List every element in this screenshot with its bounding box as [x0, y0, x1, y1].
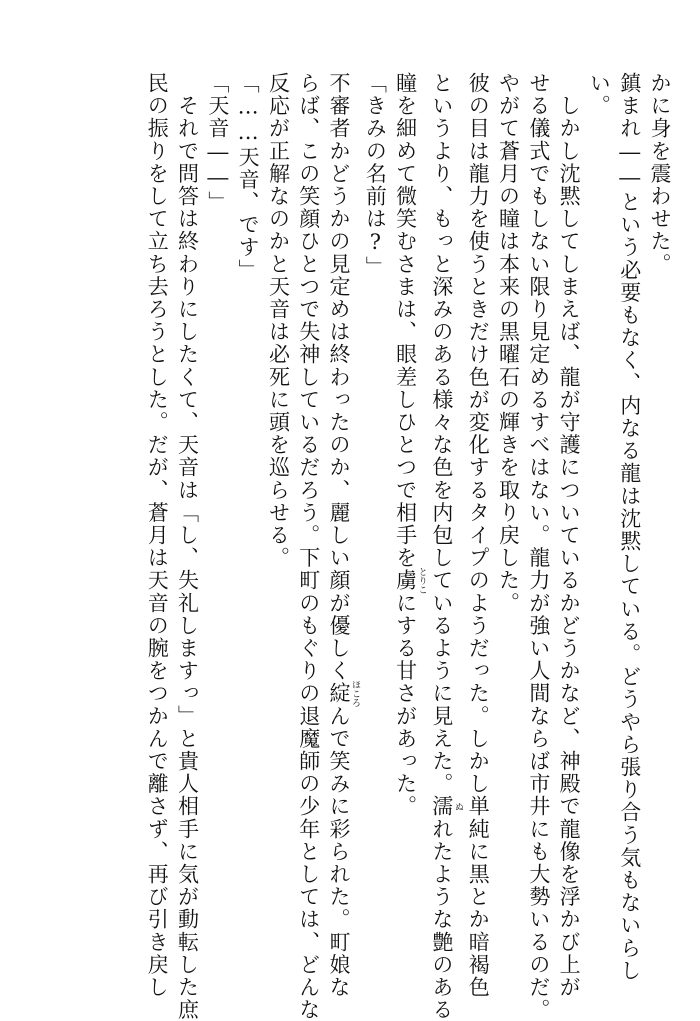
text-line: らば、この笑顔ひとつで失神しているだろう。下町のもぐりの退魔師の少年としては、どんな — [296, 72, 321, 1021]
text-line: い。 — [587, 72, 612, 118]
text-line: 反応が正解なのかと天音は必死に頭を巡らせる。 — [266, 72, 291, 570]
ruby-base: 虜 — [393, 567, 418, 594]
text-line: 「……天音、です」 — [236, 72, 261, 282]
ruby-toriko — [393, 567, 427, 595]
text-segment: 不審者かどうかの見定めは終わったのか、麗しい顔が優しく — [327, 72, 352, 683]
text-line — [427, 72, 463, 1021]
text-line: それで問答は終わりにしたくて、天音は「し、失礼しますっ」と貴人相手に気が動転した庶 — [175, 72, 200, 1021]
text-line — [324, 72, 361, 999]
text-segment: 瞳を細めて微笑むさまは、眼差しひとつで相手を — [393, 72, 418, 570]
text-line: 「きみの名前は?」 — [363, 72, 388, 279]
ruby-reading: とりこ — [416, 567, 427, 595]
ruby-hokoro — [327, 680, 361, 708]
text-line: しかし沈黙してしまえば、龍が守護についているかどうかなど、神殿で龍像を浮かび上が — [557, 72, 582, 999]
text-segment: にする甘さがあった。 — [393, 591, 418, 818]
text-segment: んで笑みに彩られた。町娘な — [327, 704, 352, 999]
text-line — [390, 72, 426, 972]
ruby-reading: ぬ — [452, 795, 463, 818]
text-segment: というより、もっと深みのある様々な色を内包しているように見えた。 — [429, 72, 454, 796]
text-line: 鎮まれ――という必要もなく、内なる龍は沈黙している。どうやら張り合う気もないらし — [617, 72, 642, 982]
text-line: 彼の目は龍力を使うときだけ色が変化するタイプのようだった。しかし単純に黒とか暗褐色 — [466, 72, 491, 999]
ruby-reading: ほころ — [350, 680, 361, 708]
text-line: せる儀式でもしない限り見定めるすべはない。龍力が強い人間ならば市井にも大勢いるのだ。 — [526, 72, 551, 1021]
ruby-base: 綻 — [327, 680, 352, 707]
text-segment: れたような艶のある — [429, 817, 454, 1021]
text-line: 「天音――」 — [205, 72, 230, 214]
text-line: かに身を震わせた。 — [648, 72, 672, 276]
ruby-nure — [429, 795, 463, 818]
ruby-base: 濡 — [429, 795, 454, 818]
vertical-text-body — [142, 72, 675, 1021]
text-line: 民の振りをして立ち去ろうとした。だが、蒼月は天音の腕をつかんで離さず、再び引き戻し — [145, 72, 170, 999]
text-line: やがて蒼月の瞳は本来の黒曜石の輝きを取り戻した。 — [496, 72, 521, 615]
